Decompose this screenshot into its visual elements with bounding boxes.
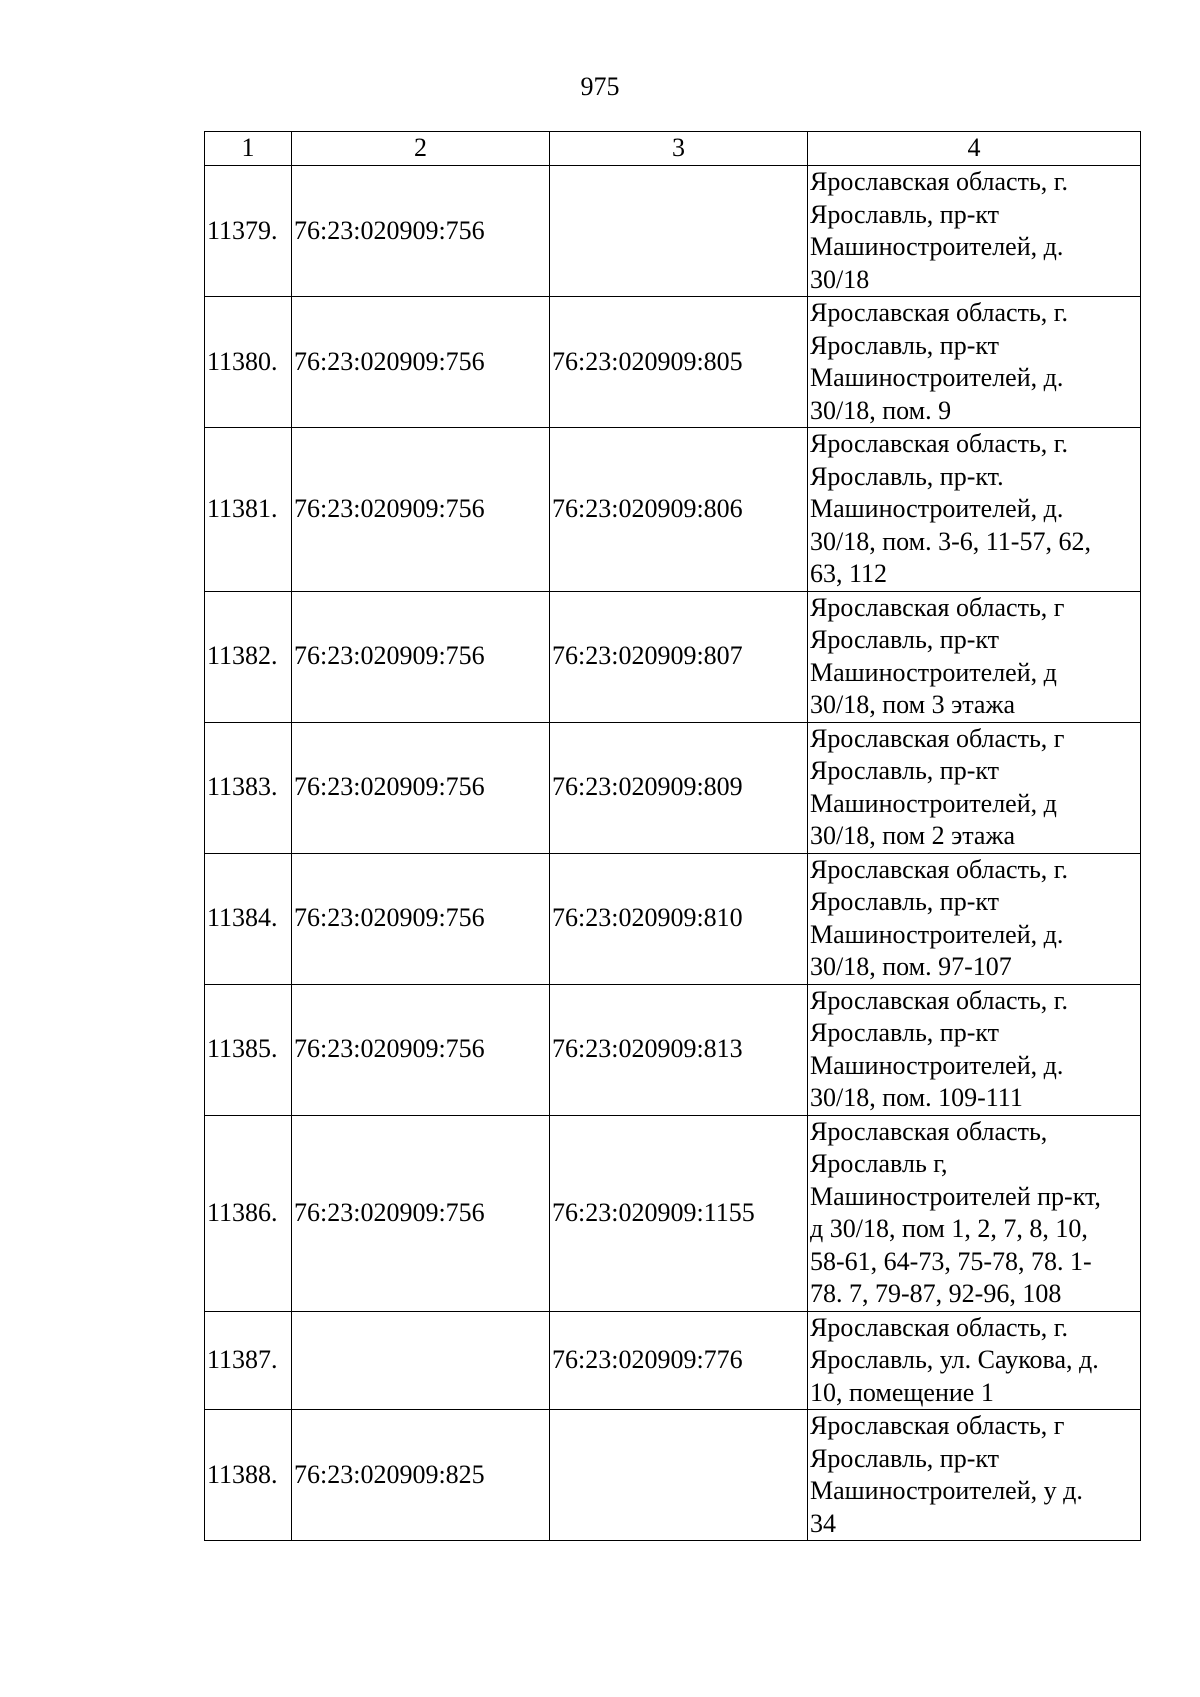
row-number-cell: 11379. xyxy=(205,166,292,297)
address-line: 30/18, пом. 97-107 xyxy=(810,952,1012,981)
row-number-cell: 11386. xyxy=(205,1115,292,1311)
address-cell xyxy=(808,722,1141,853)
row-number-cell: 11383. xyxy=(205,722,292,853)
address-line: 34 xyxy=(810,1508,836,1538)
table-row xyxy=(205,1311,1141,1410)
row-number-cell: 11382. xyxy=(205,591,292,722)
row-number-cell: 11388. xyxy=(205,1410,292,1541)
address-line: д 30/18, пом 1, 2, 7, 8, 10, xyxy=(810,1214,1088,1243)
address-cell xyxy=(808,428,1141,592)
address-line: Ярославль, ул. Саукова, д. xyxy=(810,1345,1099,1374)
address-cell xyxy=(808,853,1141,984)
table-row xyxy=(205,853,1141,984)
address-line: Ярославль, пр-кт xyxy=(810,199,1000,229)
address-line: 30/18 xyxy=(810,264,870,294)
address-line: 30/18, пом. 3-6, 11-57, 62, xyxy=(810,526,1091,556)
address-line: Машиностроителей, у д. xyxy=(810,1476,1083,1505)
table-row xyxy=(205,1410,1141,1541)
address-line: Ярославская область, г xyxy=(810,723,1065,753)
address-line: Ярославская область, г. xyxy=(810,1312,1069,1342)
table-row xyxy=(205,591,1141,722)
address-line: Ярославль, пр-кт xyxy=(810,887,1000,916)
address-line: Ярославль, пр-кт xyxy=(810,756,1000,785)
object-cadastral-number-cell: 76:23:020909:810 xyxy=(550,853,808,984)
row-number-cell: 11381. xyxy=(205,428,292,592)
object-cadastral-number-cell: 76:23:020909:805 xyxy=(550,297,808,428)
parent-cadastral-number-cell: 76:23:020909:756 xyxy=(292,984,550,1115)
column-header: 2 xyxy=(292,132,550,166)
row-number-cell: 11387. xyxy=(205,1311,292,1410)
address-line: Машиностроителей пр-кт, xyxy=(810,1181,1101,1211)
address-line: Машиностроителей, д. xyxy=(810,363,1064,392)
address-line: 30/18, пом. 9 xyxy=(810,395,952,425)
address-line: Ярославль, пр-кт xyxy=(810,1018,1000,1047)
page-number: 975 xyxy=(580,72,620,101)
address-line: 30/18, пом. 109-111 xyxy=(810,1083,1023,1112)
address-line: Ярославль, пр-кт xyxy=(810,625,1000,654)
address-cell xyxy=(808,1311,1141,1410)
address-cell xyxy=(808,166,1141,297)
address-line: Ярославская область, г xyxy=(810,592,1065,622)
parent-cadastral-number-cell: 76:23:020909:756 xyxy=(292,297,550,428)
address-cell xyxy=(808,984,1141,1115)
object-cadastral-number-cell: 76:23:020909:813 xyxy=(550,984,808,1115)
address-line: 30/18, пом 2 этажа xyxy=(810,821,1015,850)
column-header: 1 xyxy=(205,132,292,166)
address-line: Ярославская область, г. xyxy=(810,985,1069,1015)
address-cell xyxy=(808,297,1141,428)
address-line: Ярославль, пр-кт. xyxy=(810,461,1004,491)
address-line: Машиностроителей, д. xyxy=(810,1050,1064,1080)
address-line: Машиностроителей, д. xyxy=(810,232,1064,261)
address-line: Ярославская область, г. xyxy=(810,854,1069,884)
object-cadastral-number-cell: 76:23:020909:776 xyxy=(550,1311,808,1410)
object-cadastral-number-cell: 76:23:020909:809 xyxy=(550,722,808,853)
parent-cadastral-number-cell: 76:23:020909:756 xyxy=(292,591,550,722)
row-number-cell: 11385. xyxy=(205,984,292,1115)
table-row xyxy=(205,1115,1141,1311)
object-cadastral-number-cell xyxy=(550,1410,808,1541)
parent-cadastral-number-cell: 76:23:020909:756 xyxy=(292,1115,550,1311)
address-line: Ярославская область, г. xyxy=(810,429,1069,458)
address-line: Ярославская область, г. xyxy=(810,167,1069,196)
object-cadastral-number-cell: 76:23:020909:807 xyxy=(550,591,808,722)
row-number-cell: 11380. xyxy=(205,297,292,428)
registry-table xyxy=(204,131,1141,1541)
address-line: Машиностроителей, д. xyxy=(810,494,1064,523)
address-line: 58-61, 64-73, 75-78, 78. 1- xyxy=(810,1246,1092,1276)
parent-cadastral-number-cell xyxy=(292,1311,550,1410)
table-row xyxy=(205,984,1141,1115)
address-cell xyxy=(808,1410,1141,1541)
address-line: Машиностроителей, д. xyxy=(810,919,1064,949)
address-line: Ярославская область, г. xyxy=(810,298,1069,327)
object-cadastral-number-cell: 76:23:020909:806 xyxy=(550,428,808,592)
table-row xyxy=(205,166,1141,297)
parent-cadastral-number-cell: 76:23:020909:756 xyxy=(292,428,550,592)
address-cell xyxy=(808,591,1141,722)
parent-cadastral-number-cell: 76:23:020909:825 xyxy=(292,1410,550,1541)
address-line: 63, 112 xyxy=(810,559,888,588)
object-cadastral-number-cell: 76:23:020909:1155 xyxy=(550,1115,808,1311)
table-row xyxy=(205,722,1141,853)
address-line: Ярославская область, xyxy=(810,1116,1048,1146)
row-number-cell: 11384. xyxy=(205,853,292,984)
column-header: 3 xyxy=(550,132,808,166)
address-line: 30/18, пом 3 этажа xyxy=(810,690,1015,719)
parent-cadastral-number-cell: 76:23:020909:756 xyxy=(292,722,550,853)
table-header-row xyxy=(205,132,1141,166)
address-line: Ярославль г, xyxy=(810,1149,948,1178)
table-row xyxy=(205,428,1141,592)
address-line: Машиностроителей, д xyxy=(810,657,1057,687)
address-line: Машиностроителей, д xyxy=(810,788,1057,818)
address-cell xyxy=(808,1115,1141,1311)
address-line: Ярославская область, г xyxy=(810,1411,1065,1440)
address-line: Ярославль, пр-кт xyxy=(810,330,1000,360)
address-line: 10, помещение 1 xyxy=(810,1377,994,1407)
table-row xyxy=(205,297,1141,428)
address-line: 78. 7, 79-87, 92-96, 108 xyxy=(810,1279,1062,1308)
column-header: 4 xyxy=(808,132,1141,166)
object-cadastral-number-cell xyxy=(550,166,808,297)
parent-cadastral-number-cell: 76:23:020909:756 xyxy=(292,853,550,984)
address-line: Ярославль, пр-кт xyxy=(810,1443,1000,1473)
parent-cadastral-number-cell: 76:23:020909:756 xyxy=(292,166,550,297)
